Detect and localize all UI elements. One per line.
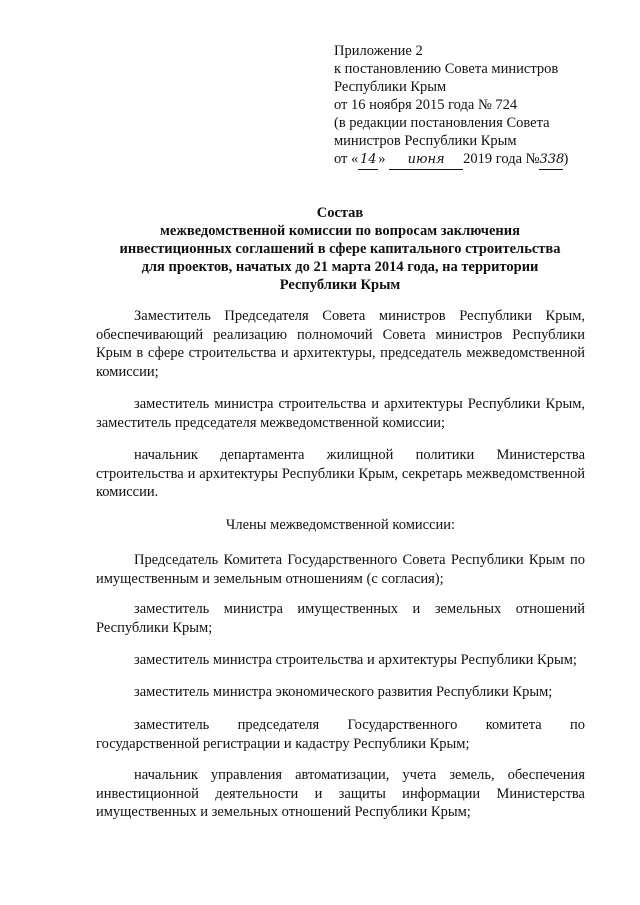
text-line: заместитель председателя межведомственной комиссии; xyxy=(96,414,446,431)
appendix-line: от 16 ноября 2015 года № 724 xyxy=(334,97,518,113)
text-line: комиссии. xyxy=(96,484,159,500)
text-line: Председатель Комитета Государственного Совета Республики Крым по xyxy=(134,552,585,568)
text-line: Заместитель Председателя Совета министров Республики Крым, xyxy=(134,308,585,324)
paragraph-member-6 xyxy=(96,766,585,822)
appendix-line: Республики Крым xyxy=(334,79,447,95)
date-suffix: ) xyxy=(563,151,569,167)
paragraph-deputy-chairman xyxy=(96,395,585,432)
title-line: межведомственной комиссии по вопросам заключения xyxy=(160,223,520,239)
document-title xyxy=(100,204,580,294)
text-line: заместитель министра строительства и архитектуры Республики Крым, xyxy=(134,396,585,412)
appendix-line: к постановлению Совета министров xyxy=(334,61,559,77)
handwritten-day: 14 xyxy=(358,151,378,170)
title-line: инвестиционных соглашений в сфере капитального строительства xyxy=(119,241,561,257)
text-line: начальник департамента жилищной политики Министерства xyxy=(134,447,585,463)
appendix-line: Приложение 2 xyxy=(334,43,423,59)
text-line: Крым в сфере строительства и архитектуры, председатель межведомственной xyxy=(96,345,585,361)
text-line: инвестиционной деятельности и защиты информации Министерства xyxy=(96,785,585,802)
title-line: Республики Крым xyxy=(279,277,401,293)
title-line: Состав xyxy=(316,205,364,221)
handwritten-month: июня xyxy=(389,151,463,170)
appendix-line: (в редакции постановления Совета xyxy=(334,115,550,131)
date-prefix: от « xyxy=(334,151,359,167)
appendix-date-line xyxy=(334,150,594,168)
appendix-block xyxy=(334,42,594,168)
title-line: для проектов, начатых до 21 марта 2014 года, на территории xyxy=(141,259,539,275)
text-line: заместитель министра экономического развития Республики Крым; xyxy=(134,684,553,700)
text-line: государственной регистрации и кадастру Республики Крым; xyxy=(96,735,470,752)
paragraph-member-1 xyxy=(96,551,585,588)
text-line: обеспечивающий реализацию полномочий Совета министров Республики xyxy=(96,326,585,343)
text-line: начальник управления автоматизации, учета земель, обеспечения xyxy=(134,767,585,783)
text-line: строительства и архитектуры Республики Крым, секретарь межведомственной xyxy=(96,465,585,482)
appendix-line: министров Республики Крым xyxy=(334,133,517,149)
paragraph-member-3 xyxy=(96,651,585,670)
text-line: заместитель министра имущественных и земельных отношений xyxy=(134,601,585,617)
text-line: комиссии; xyxy=(96,363,159,380)
text-line: заместитель председателя Государственного комитета по xyxy=(134,717,585,733)
paragraph-member-4 xyxy=(96,683,585,702)
text-line: имущественным и земельным отношениям (с согласия); xyxy=(96,570,444,587)
paragraph-secretary xyxy=(96,446,585,502)
date-year: 2019 года № xyxy=(463,151,540,167)
paragraph-member-5 xyxy=(96,716,585,753)
text-line: имущественных и земельных отношений Республики Крым; xyxy=(96,804,471,820)
text-line: Республики Крым; xyxy=(96,619,213,636)
handwritten-number: 338 xyxy=(539,151,563,170)
paragraph-chairman xyxy=(96,307,585,381)
paragraph-member-2 xyxy=(96,600,585,637)
members-heading: Члены межведомственной комиссии: xyxy=(225,517,456,533)
date-quote-close: » xyxy=(378,151,386,167)
text-line: заместитель министра строительства и архитектуры Республики Крым; xyxy=(134,652,577,668)
